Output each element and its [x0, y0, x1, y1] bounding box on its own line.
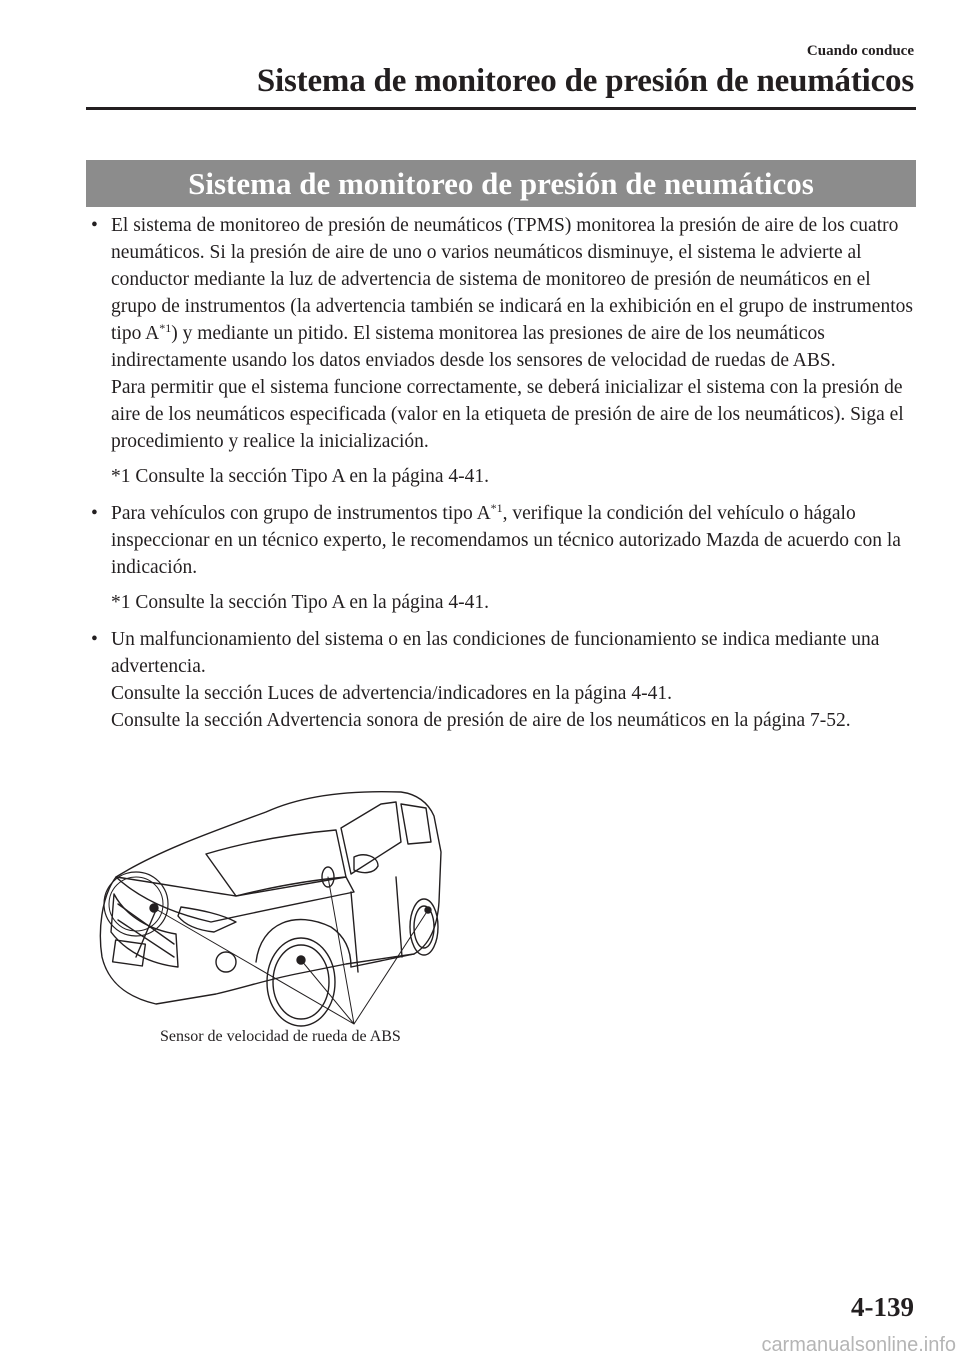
section-banner: Sistema de monitoreo de presión de neumáticos — [86, 160, 916, 207]
footnote-ref: *1 — [490, 501, 503, 515]
bullet-item-3 — [86, 626, 916, 734]
page-number: 4-139 — [851, 1292, 914, 1322]
body-content — [86, 212, 916, 740]
bullet-dot: • — [91, 503, 98, 524]
bullet-2-paragraph-1: Para vehículos con grupo de instrumentos tipo $A^{*1}$, verifique la condición del vehículo o hágalo inspeccionar en un técnico experto, le recomendamos un técnico autorizado Mazda de acuerdo con la indicación. — [111, 501, 901, 578]
bullet-3-paragraph-1: Un malfuncionamiento del sistema o en las condiciones de funcionamiento se indica mediante una advertencia. — [111, 629, 880, 677]
bullet-3-paragraph-2: Consulte la sección Luces de advertencia/indicadores en la página 4-41. — [111, 683, 672, 704]
bullet-1-paragraph-1: El sistema de monitoreo de presión de neumáticos (TPMS) monitorea la presión de aire de los cuatro neumáticos. Si la presión de aire de uno o varios neumáticos disminuye, el sistema le advierte al conductor mediante la luz de advertencia de sistema de monitoreo de presión de neumáticos en el grupo de instrumentos (la advertencia también se indicará en la exhibición en el grupo de instrumentos tipo $A^{*1}$) y mediante un pitido. El sistema monitorea las presiones de aire de los neumáticos indirectamente usando los datos enviados desde los sensores de velocidad de ruedas de ABS. — [111, 215, 913, 371]
bullet-3-paragraph-3: Consulte la sección Advertencia sonora de presión de aire de los neumáticos en la página 7-52. — [111, 710, 851, 731]
page-header — [257, 42, 914, 100]
bullet-item-1 — [86, 212, 916, 455]
footnote-2: *1 Consulte la sección Tipo A en la página 4-41. — [111, 592, 490, 613]
header-section-label: Cuando conduce — [806, 43, 914, 59]
bullet-dot: • — [91, 629, 98, 650]
footnote-ref: *1 — [159, 321, 172, 335]
bullet-1-paragraph-2: Para permitir que el sistema funcione correctamente, se deberá inicializar el sistema con la presión de aire de los neumáticos especificada (valor en la etiqueta de presión de aire de los neumáticos). Siga el procedimiento y realice la inicialización. — [111, 377, 904, 452]
bullet-dot: • — [91, 215, 98, 236]
header-title: Sistema de monitoreo de presión de neumáticos — [256, 63, 914, 99]
watermark: carmanualsonline.info — [761, 1334, 956, 1356]
figure-caption: Sensor de velocidad de rueda de ABS — [160, 1028, 401, 1045]
car-illustration-icon — [96, 782, 446, 1052]
header-divider — [86, 107, 916, 110]
bullet-item-2 — [86, 500, 916, 581]
footnote-1: *1 Consulte la sección Tipo A en la página 4-41. — [111, 466, 490, 487]
